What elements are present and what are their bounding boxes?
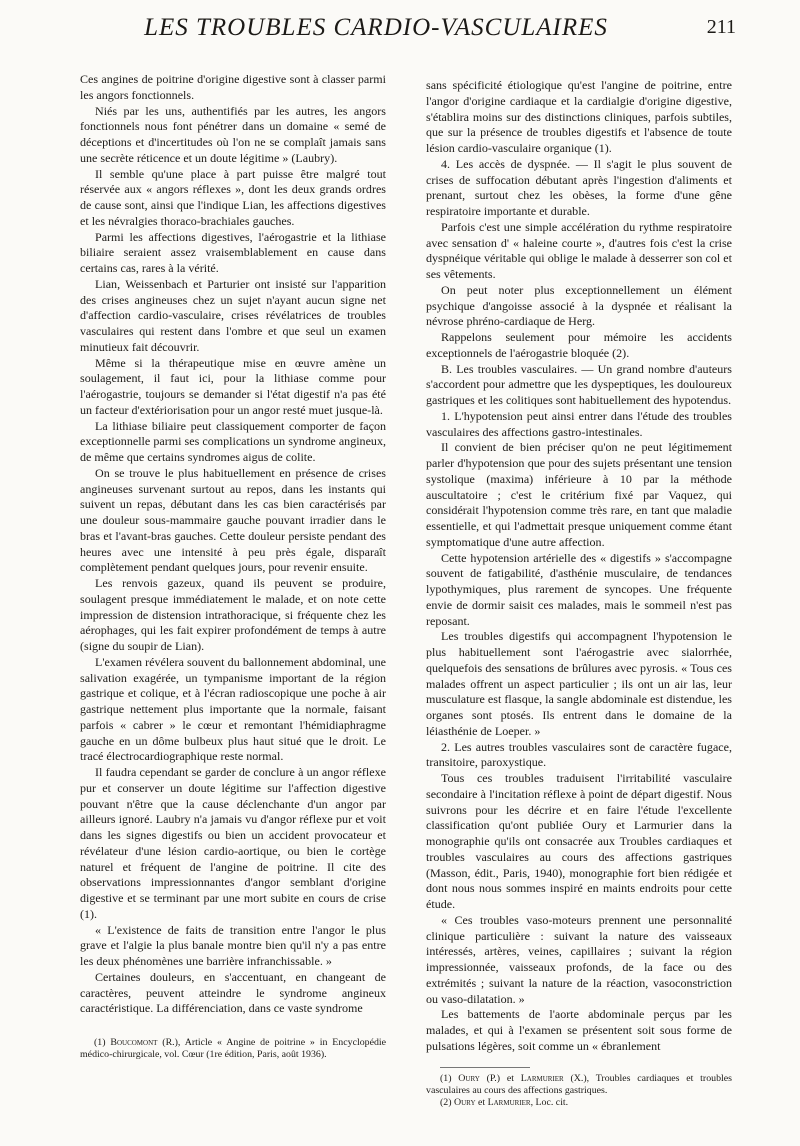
paragraph: Niés par les uns, authentifiés par les autres, les angors fonctionnels nous font pénétrer dans un domaine « semé de déceptions et d'incertitudes où l'on ne se complaît jamais sans une secrète réticence et un doute légitime » (Laubry). bbox=[80, 103, 386, 165]
footnote bbox=[80, 1037, 386, 1061]
footnote-text: et bbox=[475, 1096, 488, 1108]
paragraph: La lithiase biliaire peut classiquement comporter de façon exceptionnelle parmi ses complications un syndrome angineux, de même que certains syndromes aigus de colite. bbox=[80, 418, 386, 464]
paragraph: Parmi les affections digestives, l'aérogastrie et la lithiase biliaire seraient assez vraisemblablement en cause dans certains cas, rares à la vérité. bbox=[80, 229, 386, 275]
footnote-text: (P.) et bbox=[479, 1072, 521, 1084]
footnote-text: (X.), Troubles cardiaques et troubles vasculaires au cours des affections gastriques. bbox=[426, 1072, 732, 1096]
footnote-number: (2) bbox=[440, 1096, 452, 1108]
paragraph: Les battements de l'aorte abdominale perçus par les malades, et qui à l'examen se présentent soit sous forme de pulsations légères, soit comme un « ébranlement bbox=[426, 1007, 732, 1053]
paragraph: Il faudra cependant se garder de conclure à un angor réflexe pur et conserver un doute légitime sur l'affection digestive pouvant n'être que la cause déclenchante d'un angor par ailleurs ignoré. Laubry n'a jamais vu d'angor réflexe pur et voit dans les signes digestifs ou bien un accident provocateur et révélateur d'une lésion cardio-aortique, ou bien le cortège naturel et fréquent de l'angine de poitrine. Il cite des observations impressionnantes d'angor semblant d'origine digestive et se terminant par une mort subite en cours de crise (1). bbox=[80, 765, 386, 921]
footnote-author: Larmurier bbox=[487, 1096, 531, 1108]
footnote-divider bbox=[440, 1067, 530, 1068]
paragraph: Tous ces troubles traduisent l'irritabilité vasculaire secondaire à l'incitation réflexe à point de départ digestif. Nous suivrons pour les décrire et en faire l'étude l'excellente classification qu'ont publiée Oury et Larmurier dans la monographie qu'ils ont consacrée aux Troubles cardiaques et troubles vasculaires au cours des affections gastriques (Masson, édit., Paris, 1940), monographie fort bien rédigée et dont nous nous sommes inspiré en maints endroits pour cette étude. bbox=[426, 771, 732, 911]
paragraph: On peut noter plus exceptionnellement un élément psychique d'angoisse associé à la dyspnée et réalisant la névrose phréno-cardiaque de Herg. bbox=[426, 282, 732, 329]
paragraph: On se trouve le plus habituellement en présence de crises angineuses survenant surtout au repos, dans les instants qui suivent un repas, débutant dans les cas bien caractérisés par une douleur sous-mammaire gauche pouvant irradier dans le bras et l'avant-bras gauches. Cette douleur persiste pendant des heures avec une intensité à peu près égale, disparaît complètement pendant quelques jours, pour revenir ensuite. bbox=[80, 465, 386, 575]
footnote-text: , Loc. cit. bbox=[530, 1096, 569, 1108]
paragraph: Il semble qu'une place à part puisse être malgré tout réservée aux « angors réflexes », dont les deux grands ordres de cause sont, ainsi que l'indique Lian, les affections digestives et les névralgies thoraco-brachiales gauches. bbox=[80, 166, 386, 228]
paragraph: Lian, Weissenbach et Parturier ont insisté sur l'apparition des crises angineuses chez un sujet n'ayant aucun signe net d'affection cardio-vasculaire, crises révélatrices de troubles vasculaires qui restent dans l'ombre et que seul un examen minutieux fait découvrir. bbox=[80, 276, 386, 354]
footnote bbox=[426, 1073, 732, 1097]
page-header bbox=[76, 14, 736, 54]
footnote-number: (1) bbox=[440, 1072, 452, 1084]
paragraph: B. Les troubles vasculaires. — Un grand nombre d'auteurs s'accordent pour admettre que les dyspeptiques, les douloureux gastriques et les colitiques sont habituellement des hypotendus. bbox=[426, 361, 732, 407]
page-number: 211 bbox=[706, 16, 736, 38]
paragraph: Il convient de bien préciser qu'on ne peut légitimement parler d'hypotension que pour des sujets présentant une tension systolique (maxima) inférieure à 10 par la méthode auscultatoire ; c'est le critérium fixé par Vaquez, qui considérait l'hypotension comme très rare, en tant que maladie essentielle, et qui l'admettait presque uniquement comme étant symptomatique d'une autre affection. bbox=[426, 440, 732, 549]
left-column bbox=[80, 72, 386, 1061]
paragraph: Rappelons seulement pour mémoire les accidents exceptionnels de l'aérogastrie bloquée (2). bbox=[426, 330, 732, 360]
paragraph: « L'existence de faits de transition entre l'angor le plus grave et l'algie la plus banale montre bien qu'il n'y a pas entre les deux phénomènes une barrière infranchissable. » bbox=[80, 922, 386, 968]
paragraph: Les troubles digestifs qui accompagnent l'hypotension le plus habituellement sont l'aérogastrie avec sialorrhée, quelquefois des sensations de brûlures avec pyrosis. « Tous ces malades offrent un aspect particulier ; ils ont un air las, leur musculature est flasque, la sangle abdominale est distendue, les organes sont ptosés. Ils entrent dans le domaine de la léiasthénie de Loeper. » bbox=[426, 629, 732, 738]
paragraph: 4. Les accès de dyspnée. — Il s'agit le plus souvent de crises de suffocation débutant après l'ingestion d'aliments et prenant, surtout chez les obèses, la forme d'une gêne respiratoire importante et durable. bbox=[426, 156, 732, 218]
footnote-author: Oury bbox=[458, 1072, 480, 1084]
paragraph: Certaines douleurs, en s'accentuant, en changeant de caractères, peuvent atteindre le syndrome angineux caractéristique. La différenciation, dans ce vaste syndrome bbox=[80, 969, 386, 1016]
paragraph: Les renvois gazeux, quand ils peuvent se produire, soulagent presque immédiatement le malade, et on note cette impression de distension intrathoracique, si fréquente chez les aérophages, qui les fait expirer profondément de temps à autre (signe du soupir de Lian). bbox=[80, 576, 386, 653]
paragraph: Parfois c'est une simple accélération du rythme respiratoire avec sensation d' « haleine courte », d'autres fois c'est la crise dyspnéique véritable qui oblige le malade à desserrer son col et ses vêtements. bbox=[426, 219, 732, 281]
paragraph: 1. L'hypotension peut ainsi entrer dans l'étude des troubles vasculaires des affections gastro-intestinales. bbox=[426, 408, 732, 439]
paragraph: 2. Les autres troubles vasculaires sont de caractère fugace, transitoire, paroxystique. bbox=[426, 739, 732, 770]
footnote-text: (R.), Article « Angine de poitrine » in Encyclopédie médico-chirurgicale, vol. Cœur (1re édition, Paris, août 1936). bbox=[80, 1037, 387, 1061]
paragraph: « Ces troubles vaso-moteurs prennent une personnalité clinique particulière : suivant la nature des vaisseaux intéressés, artères, veines, capillaires ; suivant la région impressionnée, vaisseaux profonds, de la face ou des extrémités ; suivant la nature de la réaction, vasoconstriction ou vaso-dilatation. » bbox=[426, 912, 732, 1006]
right-column bbox=[426, 78, 732, 1109]
paragraph: Ces angines de poitrine d'origine digestive sont à classer parmi les angors fonctionnels. bbox=[80, 72, 386, 102]
running-title: LES TROUBLES CARDIO-VASCULAIRES bbox=[144, 14, 608, 41]
paragraph: Cette hypotension artérielle des « digestifs » s'accompagne souvent de fatigabilité, d'asthénie musculaire, de tendances lypothymiques, plus rarement de syncopes. Une fréquente envie de dormir saisit ces malades, mais le sommeil n'est pas reposant. bbox=[426, 550, 732, 628]
paragraph: Même si la thérapeutique mise en œuvre amène un soulagement, il faut ici, pour la lithiase comme pour l'aérogastrie, toujours se demander si l'état digestif n'a pas été un facteur d'extériorisation pour un angor resté muet jusque-là. bbox=[80, 355, 386, 417]
footnote-author: Larmurier bbox=[520, 1072, 564, 1084]
footnote bbox=[426, 1097, 732, 1109]
footnote-number: (1) bbox=[94, 1037, 106, 1048]
footnote-author: Boucomont bbox=[110, 1037, 158, 1048]
paragraph: sans spécificité étiologique qu'est l'angine de poitrine, entre l'angor d'origine cardiaque et la cardialgie d'origine digestive, s'établira moins sur des distinctions cliniques, parfois subtiles, que sur la présence de troubles digestifs et l'absence de toute lésion cardio-vasculaire organique (1). bbox=[426, 78, 732, 155]
footnote-author: Oury bbox=[453, 1096, 476, 1108]
paragraph: L'examen révélera souvent du ballonnement abdominal, une salivation exagérée, un tympanisme important de la région gastrique et colique, et à l'écran radioscopique une poche à air gastrique nettement plus importante que la normale, faisant parfois « cabrer » le cœur et remontant l'hémidiaphragme gauche en un dôme bulbeux plus haut situé que le droit. Le tracé électrocardiographique reste normal. bbox=[80, 654, 386, 764]
